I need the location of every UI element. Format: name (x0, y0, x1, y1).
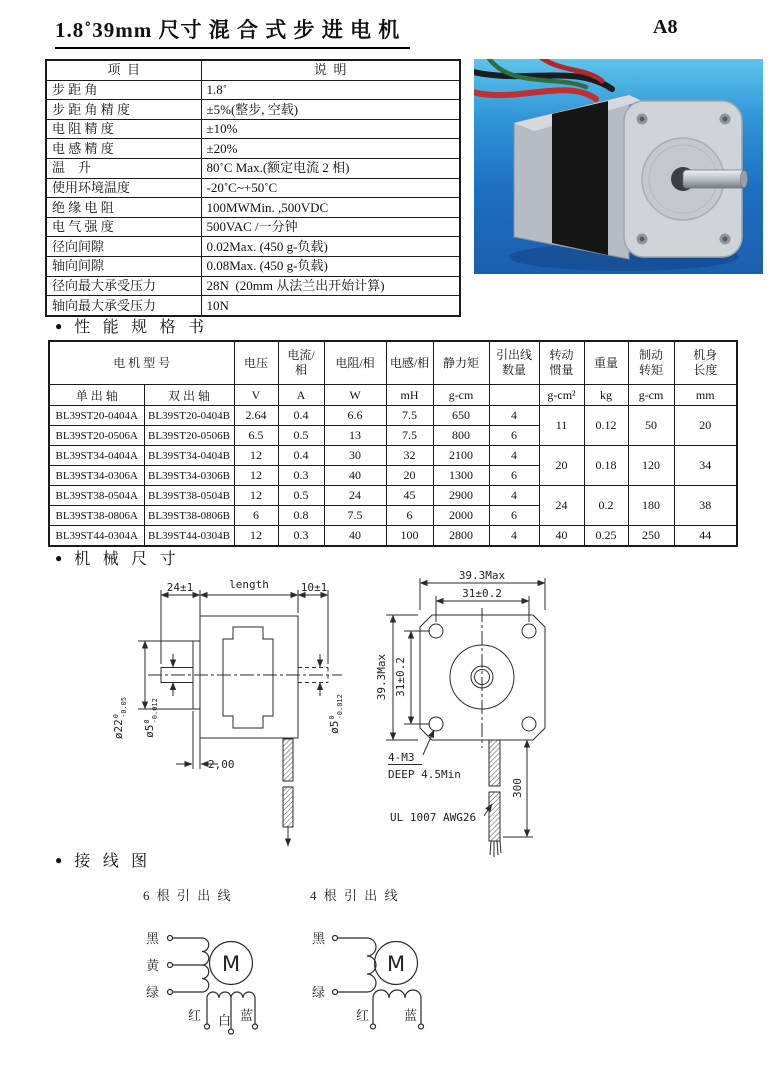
spec-row (46, 198, 460, 218)
dim-rear-shaft-length: 10±1 (300, 581, 328, 594)
spec-row (46, 178, 460, 198)
spec-row (46, 80, 460, 100)
unit-resistance: W (324, 385, 386, 406)
spec-row (46, 217, 460, 237)
wiring-4-title: 4 根 引 出 线 (310, 888, 400, 903)
dim-flange-width: 39.3Max (458, 569, 506, 582)
perf-header-row (49, 341, 737, 385)
page-title: 1.8˚39mm 尺寸 混 合 式 步 进 电 机 (55, 14, 410, 49)
spec-row (46, 296, 460, 316)
performance-table (48, 340, 738, 547)
unit-brake: g-cm (628, 385, 674, 406)
col-body-length: 机身 长度 (674, 341, 737, 385)
lead-label-yellow: 黄 (146, 958, 160, 973)
lead-label-blue: 蓝 (240, 1008, 254, 1023)
motor-body (514, 95, 748, 259)
stepper-motor-photo-illustration (474, 59, 763, 274)
spec-row (46, 139, 460, 159)
table-row: BL39ST44-0304A BL39ST44-0304B 12 0.3 40 100 2800 4 40 0.25 250 44 (49, 526, 737, 547)
lead-label-green: 绿 (312, 985, 326, 1000)
lead-label-black: 黑 (146, 931, 160, 946)
table-row: BL39ST38-0806A BL39ST38-0806B 6 0.8 7.5 6 2000 6 (49, 506, 737, 526)
spec-item: 轴向间隙 (46, 256, 201, 276)
dim-flange-height: 39.3Max (375, 653, 388, 701)
dim-flange-thickness: 2,00 (208, 758, 235, 771)
section-performance (55, 314, 208, 337)
section-wiring (55, 848, 151, 871)
bullet-icon: ● (55, 318, 63, 333)
dim-front-shaft-length: 24±1 (166, 581, 194, 594)
spec-value: ±10% (201, 119, 460, 139)
mechanical-drawings (90, 568, 740, 860)
wiring-6-title: 6 根 引 出 线 (143, 888, 233, 903)
spec-item: 电 阻 精 度 (46, 119, 201, 139)
spec-row (46, 276, 460, 296)
unit-inductance: mH (386, 385, 433, 406)
doc-code: A8 (653, 16, 678, 38)
col-voltage: 电压 (234, 341, 278, 385)
spec-value: ±20% (201, 139, 460, 159)
col-inductance: 电感/相 (386, 341, 433, 385)
table-row: BL39ST20-0506A BL39ST20-0506B 6.5 0.5 13 7.5 800 6 (49, 426, 737, 446)
unit-length: mm (674, 385, 737, 406)
spec-value: 28N (20mm 从法兰出开始计算) (201, 276, 460, 296)
unit-voltage: V (234, 385, 278, 406)
dim-hole-pitch-vertical: 31±0.2 (394, 657, 407, 697)
col-lead-count: 引出线 数量 (489, 341, 539, 385)
wiring-diagram-4-lead (310, 888, 424, 1029)
col-weight: 重量 (584, 341, 628, 385)
spec-col-desc: 说 明 (201, 60, 460, 80)
lead-wire-side (283, 739, 293, 846)
product-photo (474, 59, 763, 274)
table-row: BL39ST34-0306A BL39ST34-0306B 12 0.3 40 20 1300 6 (49, 466, 737, 486)
wiring-diagrams (130, 878, 460, 1068)
col-resistance: 电阻/相 (324, 341, 386, 385)
table-row: BL39ST38-0504A BL39ST38-0504B 12 0.5 24 45 2900 4 24 0.2 180 38 (49, 486, 737, 506)
unit-torque: g-cm (433, 385, 489, 406)
spec-value: 0.08Max. (450 g-负载) (201, 256, 460, 276)
col-rotor-inertia: 转动 惯量 (539, 341, 584, 385)
spec-value: ±5%(整步, 空载) (201, 100, 460, 120)
spec-value: 1.8˚ (201, 80, 460, 100)
phase-coil-vertical (202, 938, 209, 992)
mechanical-drawing-side-view (112, 578, 344, 846)
section-wiring-label: 接 线 图 (74, 853, 152, 870)
lead-label-black: 黑 (312, 931, 326, 946)
lead-label-white: 白 (218, 1013, 232, 1028)
dim-front-shaft-diameter: $ø5^0-0.012$ (143, 698, 159, 738)
lead-label-red: 红 (356, 1008, 370, 1023)
bullet-icon: ● (55, 852, 63, 867)
spec-item: 步 距 角 (46, 80, 201, 100)
callout-wire-spec: UL 1007 AWG26 (390, 811, 477, 824)
spec-header-row (46, 60, 460, 80)
spec-item: 电 感 精 度 (46, 139, 201, 159)
callout-screw-depth: DEEP 4.5Min (388, 768, 461, 781)
col-current: 电流/ 相 (278, 341, 324, 385)
dim-pilot-diameter: $ø22^0-0.05$ (112, 696, 128, 740)
unit-leads (489, 385, 539, 406)
spec-row (46, 237, 460, 257)
section-performance-label: 性 能 规 格 书 (74, 319, 209, 336)
spec-value: 500VAC /一分钟 (201, 217, 460, 237)
col-detent-torque: 制动 转矩 (628, 341, 674, 385)
wiring-diagram-6-lead (143, 888, 258, 1034)
spec-row (46, 119, 460, 139)
general-spec-table (45, 59, 461, 317)
spec-item: 温 升 (46, 158, 201, 178)
col-holding-torque: 静力矩 (433, 341, 489, 385)
spec-value: 80˚C Max.(额定电流 2 相) (201, 158, 460, 178)
spec-item: 径向最大承受压力 (46, 276, 201, 296)
section-mechanical (55, 546, 180, 569)
motor-symbol-letter: M (221, 952, 241, 976)
spec-value: 100MWMin. ,500VDC (201, 198, 460, 218)
col-model: 电 机 型 号 (49, 341, 234, 385)
perf-units-row (49, 385, 737, 406)
spec-value: 0.02Max. (450 g-负载) (201, 237, 460, 257)
dim-body-length: length (229, 578, 269, 591)
spec-col-item: 项 目 (46, 60, 201, 80)
spec-row (46, 158, 460, 178)
spec-value: -20˚C~+50˚C (201, 178, 460, 198)
spec-item: 使用环境温度 (46, 178, 201, 198)
table-row: BL39ST34-0404A BL39ST34-0404B 12 0.4 30 32 2100 4 20 0.18 120 34 (49, 446, 737, 466)
spec-value: 10N (201, 296, 460, 316)
output-shaft (683, 170, 745, 188)
dim-rear-shaft-diameter: $ø5^0-0.012$ (328, 694, 344, 734)
motor-symbol-letter: M (386, 952, 406, 976)
dim-hole-pitch-horizontal: 31±0.2 (462, 587, 502, 600)
lead-label-green: 绿 (146, 985, 160, 1000)
mechanical-drawing-front-view (375, 569, 545, 857)
section-mechanical-label: 机 械 尺 寸 (74, 551, 180, 568)
lead-label-red: 红 (188, 1008, 202, 1023)
unit-weight: kg (584, 385, 628, 406)
spec-item: 步 距 角 精 度 (46, 100, 201, 120)
unit-current: A (278, 385, 324, 406)
spec-item: 绝 缘 电 阻 (46, 198, 201, 218)
callout-mounting-screws: 4-M3 (388, 751, 415, 764)
dim-wire-length: 300 (511, 778, 524, 798)
spec-row (46, 256, 460, 276)
spec-row (46, 100, 460, 120)
bullet-icon: ● (55, 550, 63, 565)
col-single-shaft: 单 出 轴 (49, 385, 144, 406)
table-row: BL39ST20-0404A BL39ST20-0404B 2.64 0.4 6.6 7.5 650 4 11 0.12 50 20 (49, 406, 737, 426)
unit-inertia: g-cm² (539, 385, 584, 406)
spec-item: 电 气 强 度 (46, 217, 201, 237)
spec-item: 轴向最大承受压力 (46, 296, 201, 316)
lead-wire-front (489, 740, 501, 857)
spec-item: 径向间隙 (46, 237, 201, 257)
lead-label-blue: 蓝 (404, 1008, 418, 1023)
col-double-shaft: 双 出 轴 (144, 385, 234, 406)
